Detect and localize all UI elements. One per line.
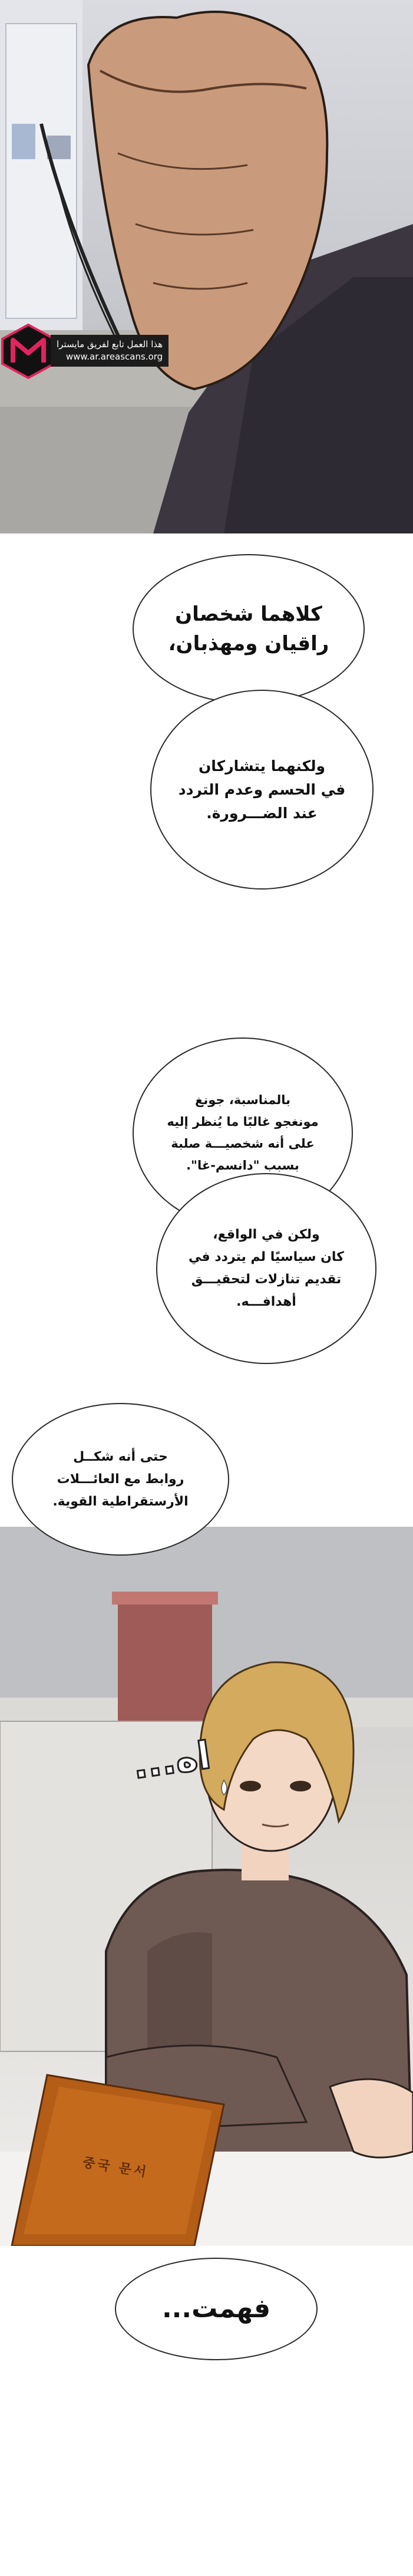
fridge-door (6, 24, 77, 318)
red-cylinder-top (112, 1592, 218, 1605)
speech-bubble-4-text: ولكن في الواقع، كان سياسيًا لم يتردد في تقديم تنازلات لتحقيـــق أهدافـــه. (189, 1227, 344, 1309)
watermark (0, 321, 247, 380)
speech-bubble-5 (12, 1403, 229, 1556)
red-cylinder (118, 1597, 212, 1721)
speech-bubble-1 (133, 554, 365, 704)
left-eye (240, 1781, 261, 1791)
speech-bubble-4 (156, 1173, 376, 1364)
panel-man-at-table (0, 1527, 413, 2246)
speech-bubble-3-text: بالمناسبة، جونغ مونغجو غالبًا ما يُنظر إليه على أنه شخصيـــة صلبة بسبب "دانسم-غا". (167, 1093, 319, 1172)
panel-fist (0, 0, 413, 533)
watermark-logo-icon (0, 322, 57, 379)
speech-bubble-6-text: فهمت... (161, 2294, 271, 2324)
watermark-text (51, 335, 168, 367)
speech-bubble-5-text: حتى أنه شكــل روابط مع العائـــلات الأرستقراطية القوية. (52, 1449, 189, 1509)
speech-bubble-6 (115, 2258, 318, 2360)
man-scene (0, 1527, 413, 2246)
watermark-line-1: هذا العمل تابع لفريق مايسترا (57, 339, 163, 350)
sfx-text: اه... (130, 1734, 214, 1788)
speech-bubble-1-text: كلاهما شخصان راقيان ومهذبان، (168, 602, 329, 655)
speech-bubble-2 (150, 690, 374, 890)
speech-bubble-2-text: ولكنهما يتشاركان في الحسم وعدم التردد عند الضـــرورة. (178, 757, 346, 822)
fist-scene (0, 0, 413, 533)
fridge-magnet (12, 124, 35, 159)
right-eye (290, 1781, 311, 1791)
folder-text: 중국 문서 (81, 2155, 150, 2180)
watermark-url: www.ar.areascans.org (65, 351, 163, 362)
